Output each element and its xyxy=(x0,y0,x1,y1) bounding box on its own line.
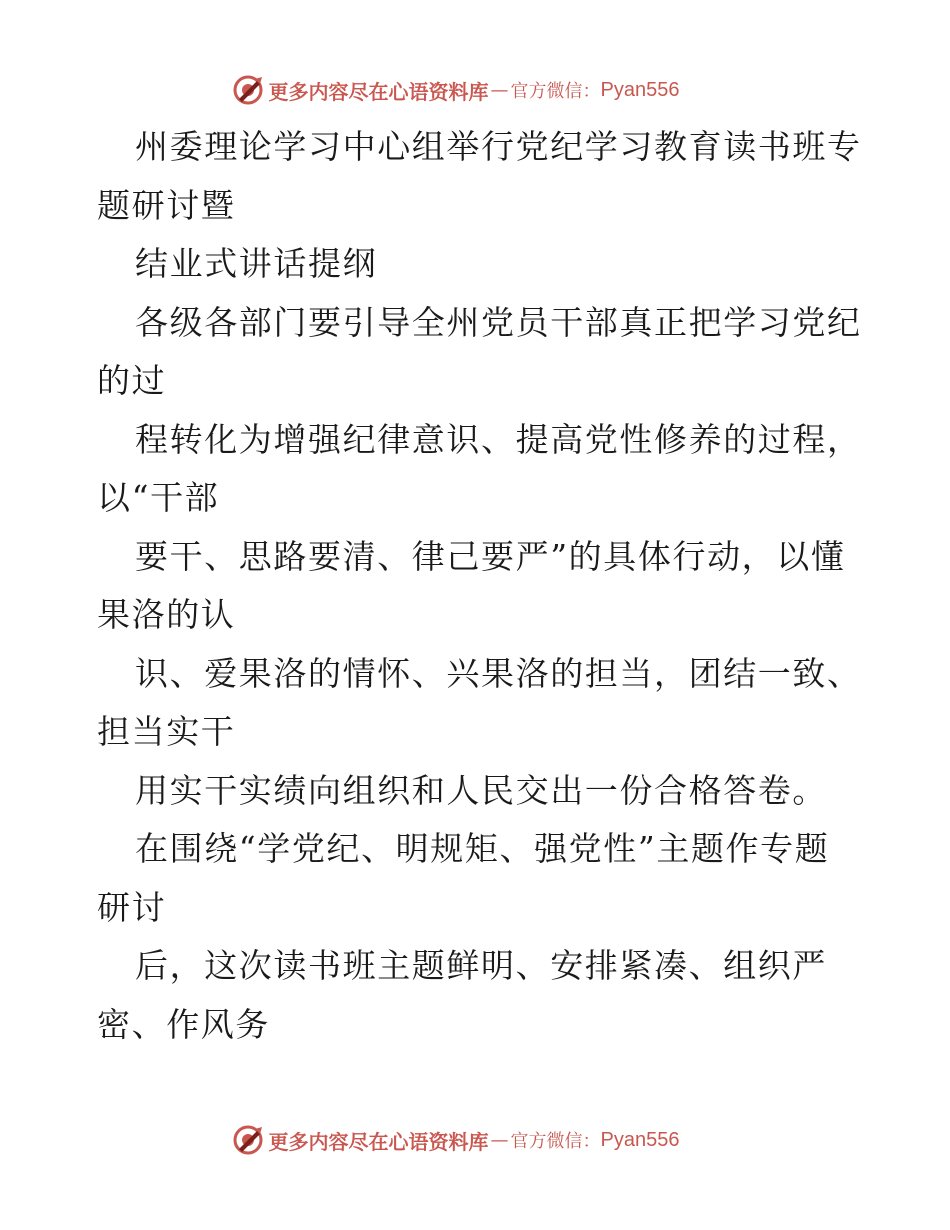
footer-watermark xyxy=(0,1120,950,1160)
watermark-wechat-label: 官方微信： xyxy=(510,1131,601,1152)
paragraph-line: 结业式讲话提纲 xyxy=(135,244,378,283)
paragraph-line: 以“干部 xyxy=(97,478,220,517)
paragraph-line: 要干、思路要清、律己要严”的具体行动，以懂 xyxy=(135,536,846,576)
paragraph-line: 识、爱果洛的情怀、兴果洛的担当，团结一致、 xyxy=(135,653,862,693)
paragraph-line: 密、作风务 xyxy=(97,1004,270,1044)
paragraph-line: 研讨 xyxy=(97,887,167,927)
paragraph-line: 州委理论学习中心组举行党纪学习教育读书班专 xyxy=(135,127,862,166)
paragraph-line: 用实干实绩向组织和人民交出一份合格答卷。 xyxy=(135,770,827,810)
paragraph-line: 程转化为增强纪律意识、提高党性修养的过程， xyxy=(135,419,862,459)
watermark-promo-text: 更多内容尽在心语资料库 xyxy=(268,79,489,104)
paragraph-line: 各级各部门要引导全州党员干部真正把学习党纪 xyxy=(135,302,862,342)
watermark-account: Pyan556 xyxy=(600,1128,680,1151)
paragraph-line: 担当实干 xyxy=(97,712,236,751)
paragraph-line: 果洛的认 xyxy=(97,595,236,634)
paragraph-line: 的过 xyxy=(97,361,167,400)
watermark-dash: — xyxy=(490,1129,509,1151)
watermark-account: Pyan556 xyxy=(600,78,680,101)
watermark-promo-text: 更多内容尽在心语资料库 xyxy=(268,1129,489,1154)
paragraph-line: 在围绕“学党纪、明规矩、强党性”主题作专题 xyxy=(135,829,830,868)
header-watermark xyxy=(0,70,950,110)
document-body xyxy=(97,118,862,1054)
watermark-wechat-label: 官方微信： xyxy=(510,81,601,102)
pen-logo-icon xyxy=(231,1123,265,1157)
paragraph-line: 后，这次读书班主题鲜明、安排紧凑、组织严 xyxy=(135,946,827,985)
pen-logo-icon xyxy=(231,73,265,107)
watermark-dash: — xyxy=(490,79,509,101)
paragraph-line: 题研讨暨 xyxy=(97,185,236,225)
